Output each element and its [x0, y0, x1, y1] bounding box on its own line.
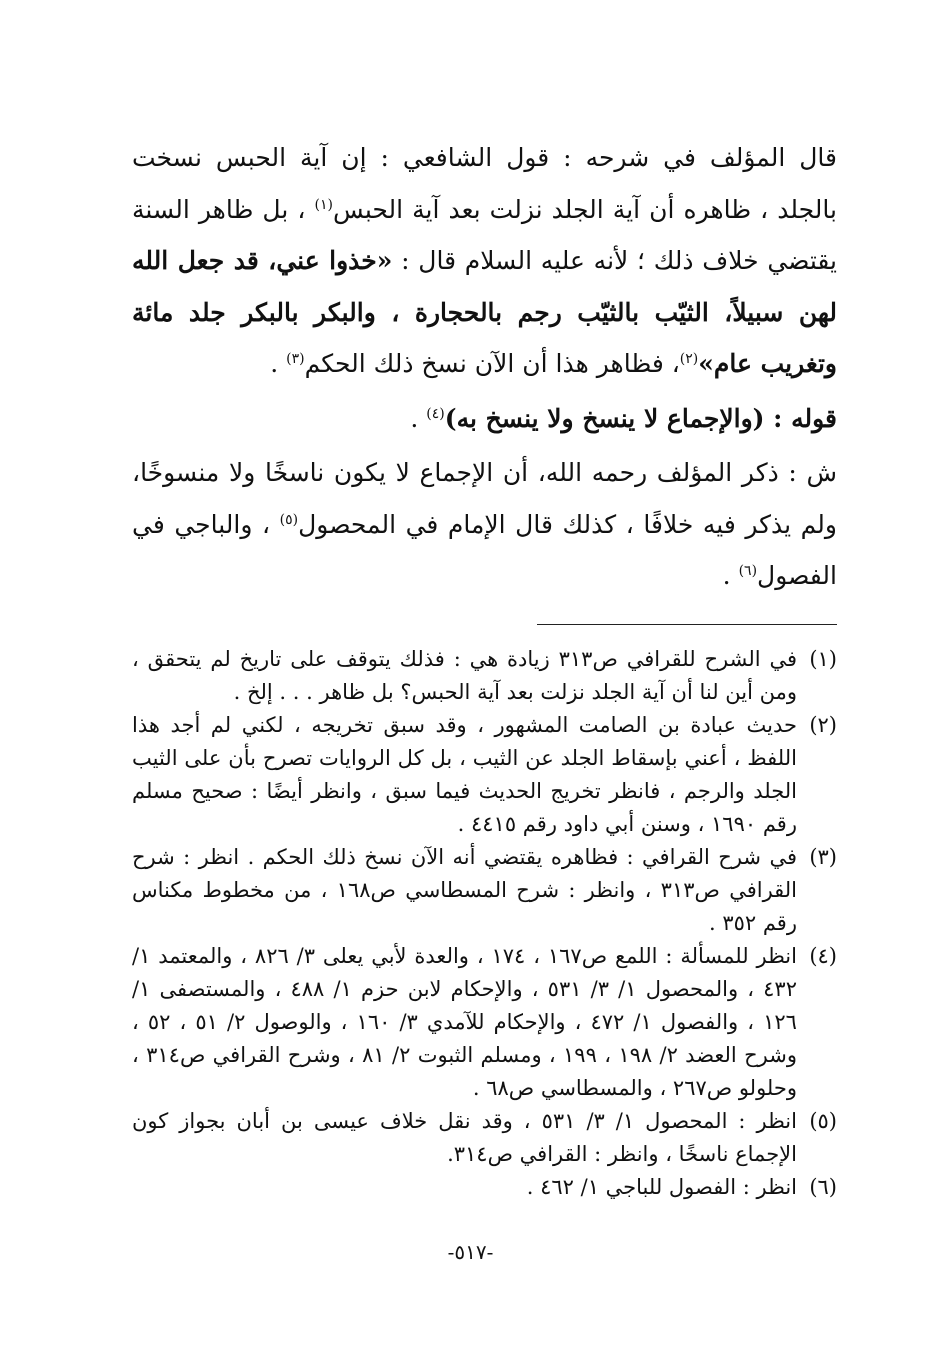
hadith-quote: «خذوا عني، قد جعل الله لهن سبيلاً، الثيّب بالثيّب رجم بالحجارة ، والبكر بالبكر جلد مائة وتغريب عام»: [132, 246, 837, 378]
footnote-text: انظر : الفصول للباجي ١/ ٤٦٢ .: [526, 1174, 797, 1199]
footnote-text: انظر للمسألة : اللمع ص١٦٧ ، ١٧٤ ، والعدة لأبي يعلى ٣/ ٨٢٦ ، والمعتمد ١/ ٤٣٢ ، والمحصول ١/ ٣/ ٥٣١ ، والإحكام لابن حزم ١/ ٤٨٨ ، والمستصفى ١/ ١٢٦ ، والفصول ١/ ٤٧٢ ، والإحكام للآمدي ٣/ ١٦٠ ، والوصول ٢/ ٥١ ، ٥٢ ، وشرح العضد ٢/ ١٩٨ ، ١٩٩ ، ومسلم الثبوت ٢/ ٨١ ، وشرح القرافي ص٣١٤ ، وحلولو ص٢٦٧ ، والمسطاسي ص٦٨ .: [132, 943, 797, 1100]
footnote-text: في الشرح للقرافي ص٣١٣ زيادة هي : فذلك يتوقف على تاريخ لم يتحقق ، ومن أين لنا أن آية الجلد نزلت بعد آية الحبس؟ بل ظاهر . . . إلخ .: [132, 646, 797, 704]
footnote-ref-6[interactable]: (٦): [738, 563, 758, 579]
footnote-number: (٦): [809, 1174, 837, 1199]
footnote-5: [132, 1105, 837, 1171]
footnote-number: (٣): [809, 844, 837, 869]
footnote-number: (٥): [809, 1108, 837, 1133]
footnote-number: (١): [809, 646, 837, 671]
footnote-divider: [537, 624, 837, 625]
footnote-2: [132, 709, 837, 841]
footnote-text: في شرح القرافي : فظاهره يقتضي أنه الآن نسخ ذلك الحكم . انظر : شرح القرافي ص٣١٣ ، وانظر : شرح المسطاسي ص١٦٨ ، من مخطوط مكناس رقم ٣٥٢ .: [132, 844, 798, 935]
footnote-ref-5[interactable]: (٥): [279, 511, 299, 528]
footnote-3: [132, 841, 837, 940]
footnote-number: (٢): [809, 712, 837, 737]
footnotes-list: [132, 643, 837, 1204]
footnote-ref-2[interactable]: (٢): [679, 351, 699, 367]
matn-label: قوله : (والإجماع لا ينسخ ولا ينسخ به): [444, 403, 837, 433]
paragraph-3: ش : ذكر المؤلف رحمه الله، أن الإجماع لا يكون ناسخًا ولا منسوخًا، ولم يذكر فيه خلافًا ، كذلك قال الإمام في المحصول$^{(٥)}$ ، والباجي في الفصول$^{(٦)}$ .: [132, 458, 837, 590]
page-number: -٥١٧-: [447, 1240, 494, 1264]
footnote-ref-3[interactable]: (٣): [286, 351, 305, 367]
paragraph-1: قال المؤلف في شرحه : قول الشافعي : إن آية الحبس نسخت بالجلد ، ظاهره أن آية الجلد نزلت بعد آية الحبس$^{(١)}$ ، بل ظاهر السنة يقتضي خلاف ذلك ؛ لأنه عليه السلام قال : «خذوا عني، قد جعل الله لهن سبيلاً، الثيّب بالثيّب رجم بالحجارة ، والبكر بالبكر جلد مائة وتغريب عام»$^{(٢)}$، فظاهر هذا أن الآن نسخ ذلك الحكم$^{(٣)}$ .: [132, 143, 837, 378]
footnote-4: [132, 940, 837, 1105]
footnote-number: (٤): [809, 943, 837, 968]
footnote-ref-1[interactable]: (١): [314, 196, 333, 213]
footnote-ref-4[interactable]: (٤): [426, 405, 445, 422]
footnote-text: حديث عبادة بن الصامت المشهور ، وقد سبق تخريجه ، لكني لم أجد هذا اللفظ ، أعني بإسقاط الجلد عن الثيب ، بل كل الروايات تصرح بأن على الثيب الجلد والرجم ، فانظر تخريج الحديث فيما سبق ، وانظر أيضًا : صحيح مسلم رقم ١٦٩٠ ، وسنن أبي داود رقم ٤٤١٥ .: [132, 712, 797, 836]
footnote-text: انظر : المحصول ١/ ٣/ ٥٣١ ، وقد نقل خلاف عيسى بن أبان بجواز كون الإجماع ناسخًا ، وانظر : القرافي ص٣١٤.: [132, 1108, 797, 1166]
main-text: [132, 132, 837, 602]
footnote-6: [132, 1171, 837, 1204]
paragraph-2: قوله : (والإجماع لا ينسخ ولا ينسخ به)$^{(٤)}$ .: [410, 403, 837, 433]
footnote-1: [132, 643, 837, 709]
